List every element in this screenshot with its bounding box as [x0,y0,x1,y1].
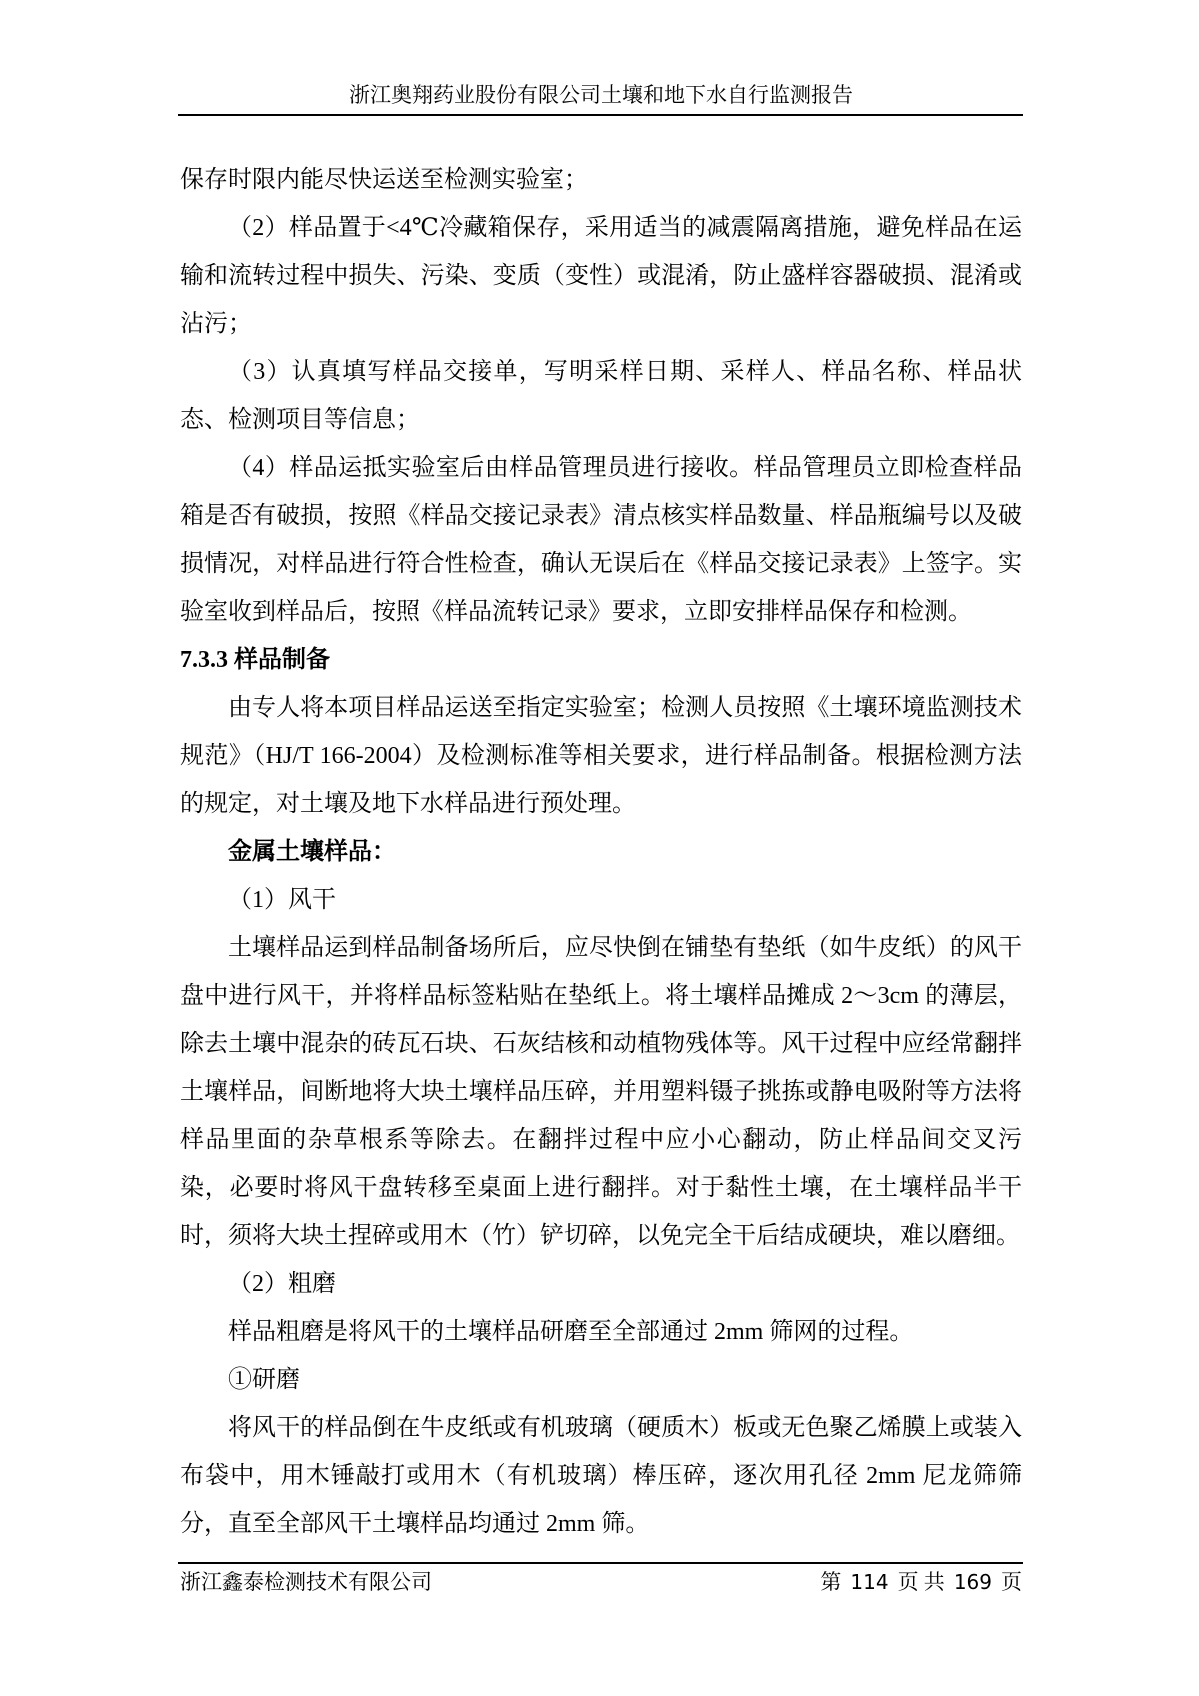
paragraph-continuation: 保存时限内能尽快运送至检测实验室； [180,167,588,193]
paragraph-grinding-label: ①研磨 [228,1367,300,1393]
page-label-prefix: 第 [820,1570,842,1594]
footer-page-info [820,1570,1022,1594]
paragraph-air-dry-label: （1）风干 [228,887,336,913]
header-divider [178,114,1023,116]
document-body [180,156,1022,1548]
page-number: 114 [850,1570,889,1594]
paragraph-item-3: （3）认真填写样品交接单，写明采样日期、采样人、样品名称、样品状态、检测项目等信息； [180,359,1022,433]
header-title: 浙江奥翔药业股份有限公司土壤和地下水自行监测报告 [349,83,853,107]
paragraph-item-2: （2）样品置于<4℃冷藏箱保存，采用适当的减震隔离措施，避免样品在运输和流转过程中损失、污染、变质（变性）或混淆，防止盛样容器破损、混淆或沾污； [180,215,1022,337]
paragraph-item-4: （4）样品运抵实验室后由样品管理员进行接收。样品管理员立即检查样品箱是否有破损，按照《样品交接记录表》清点核实样品数量、样品瓶编号以及破损情况，对样品进行符合性检查，确认无误后在《样品交接记录表》上签字。实验室收到样品后，按照《样品流转记录》要求，立即安排样品保存和检测。 [180,455,1022,625]
section-heading-733: 7.3.3 样品制备 [180,647,330,673]
paragraph-coarse-grind-detail: 样品粗磨是将风干的土壤样品研磨至全部通过 2mm 筛网的过程。 [228,1319,914,1345]
page-label-suffix: 页 [1001,1570,1022,1594]
paragraph-sample-prep: 由专人将本项目样品运送至指定实验室；检测人员按照《土壤环境监测技术规范》（HJ/T 166-2004）及检测标准等相关要求，进行样品制备。根据检测方法的规定，对土壤及地下水样品进行预处理。 [180,695,1022,817]
paragraph-coarse-grind-label: （2）粗磨 [228,1271,336,1297]
footer [180,1570,1022,1594]
footer-company: 浙江鑫泰检测技术有限公司 [180,1570,432,1594]
total-pages: 169 [953,1570,992,1594]
subheading-metal-soil-sample: 金属土壤样品： [228,839,396,865]
paragraph-air-dry-detail: 土壤样品运到样品制备场所后，应尽快倒在铺垫有垫纸（如牛皮纸）的风干盘中进行风干，并将样品标签粘贴在垫纸上。将土壤样品摊成 2～3cm 的薄层，除去土壤中混杂的砖瓦石块、石灰结核和动植物残体等。风干过程中应经常翻拌土壤样品，间断地将大块土壤样品压碎，并用塑料镊子挑拣或静电吸附等方法将样品里面的杂草根系等除去。在翻拌过程中应小心翻动，防止样品间交叉污 染，必要时将风干盘转移至桌面上进行翻拌。对于黏性土壤，在土壤样品半干时，须将大块土捏碎或用木（竹）铲切碎，以免完全干后结成硬块，难以磨细。 [180,935,1022,1249]
footer-divider [178,1562,1023,1564]
page-label-middle: 页 共 [897,1570,945,1594]
paragraph-grinding-detail: 将风干的样品倒在牛皮纸或有机玻璃（硬质木）板或无色聚乙烯膜上或装入布袋中，用木锤敲打或用木（有机玻璃）棒压碎，逐次用孔径 2mm 尼龙筛筛分，直至全部风干土壤样品均通过 2mm 筛。 [180,1415,1022,1537]
